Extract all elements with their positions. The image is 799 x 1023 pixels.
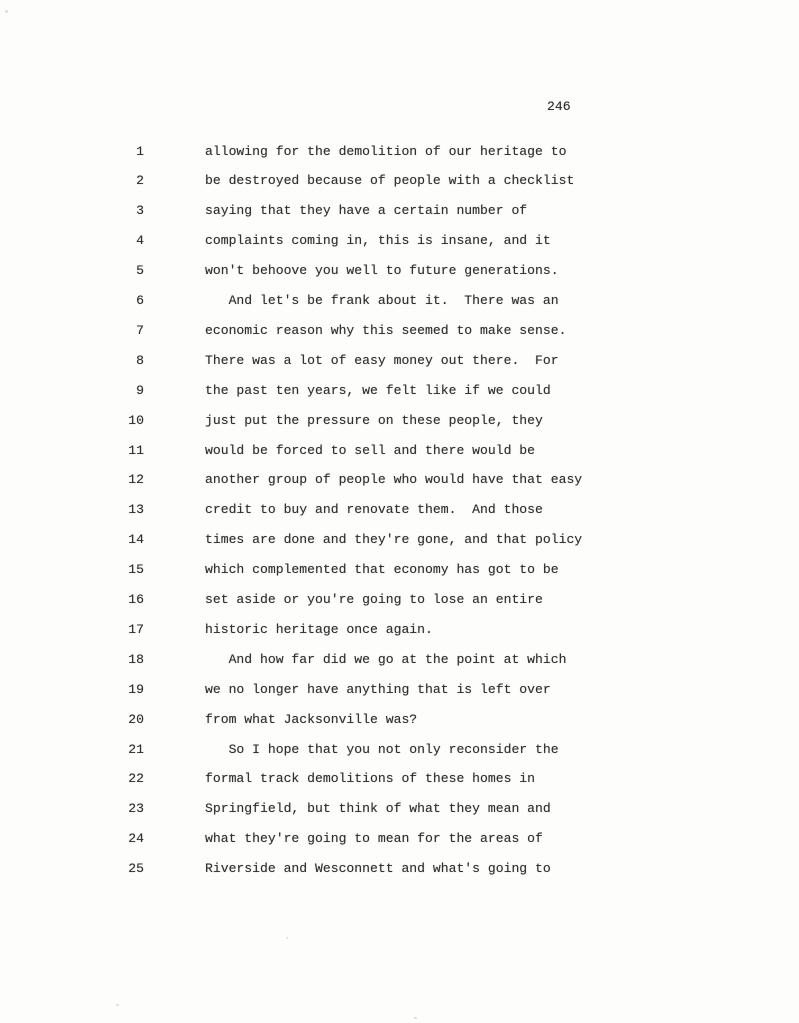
line-text: the past ten years, we felt like if we could [205,382,551,398]
line-text: credit to buy and renovate them. And those [205,502,543,518]
transcript-line [0,742,799,760]
line-number: 3 [136,203,144,219]
transcript-line [0,173,799,191]
line-number: 22 [128,771,144,787]
transcript-line [0,502,799,520]
transcript-line [0,383,799,401]
line-text: allowing for the demolition of our heritage to [205,143,567,159]
line-number: 1 [136,143,144,159]
line-number: 19 [128,681,144,697]
line-number: 24 [128,831,144,847]
line-number: 23 [128,801,144,817]
line-number: 10 [128,412,144,428]
line-text: times are done and they're gone, and that policy [205,532,583,548]
transcript-line [0,233,799,251]
line-text: we no longer have anything that is left over [205,681,551,697]
line-number: 16 [128,592,144,607]
transcript-line [0,771,799,789]
transcript-line [0,293,799,311]
line-text: complaints coming in, this is insane, and it [205,233,551,249]
line-text: economic reason why this seemed to make sense. [205,322,567,338]
line-text: from what Jacksonville was? [205,711,418,727]
line-number: 18 [128,651,144,667]
line-text: Riverside and Wesconnett and what's going to [205,861,551,877]
line-number: 15 [128,562,144,578]
line-text: So I hope that you not only reconsider the [205,741,559,757]
line-number: 9 [136,382,144,398]
line-number: 13 [128,502,144,518]
line-number: 25 [128,861,144,877]
line-number: 17 [128,621,144,637]
line-text: another group of people who would have that easy [205,472,583,488]
transcript-line [0,592,799,610]
line-text: would be forced to sell and there would be [205,442,536,458]
transcript-line [0,263,799,281]
line-text: just put the pressure on these people, they [205,412,543,428]
line-text: And let's be frank about it. There was an [205,293,559,308]
line-text: what they're going to mean for the areas of [205,831,543,847]
scan-speck [5,10,8,13]
transcript-line [0,622,799,640]
transcript-line [0,831,799,849]
transcript-line [0,801,799,819]
line-text: set aside or you're going to lose an entire [205,592,543,607]
line-number: 2 [136,173,144,189]
page-number: 246 [547,99,571,114]
line-text: formal track demolitions of these homes in [205,771,536,787]
line-number: 7 [136,322,144,338]
transcript-line [0,203,799,221]
line-text: saying that they have a certain number of [205,203,528,219]
line-number: 4 [136,233,144,249]
transcript-line [0,682,799,700]
line-number: 12 [128,472,144,488]
line-text: won't behoove you well to future generations. [205,263,559,279]
transcript-line [0,652,799,670]
transcript-line [0,532,799,550]
line-number: 5 [136,263,144,279]
transcript-line [0,353,799,371]
transcript-line [0,443,799,461]
line-text: which complemented that economy has got to be [205,562,559,578]
line-text: There was a lot of easy money out there. For [205,352,559,368]
scan-speck [116,1004,119,1006]
line-number: 8 [136,352,144,368]
transcript-line [0,712,799,730]
transcript-line [0,144,799,162]
line-number: 14 [128,532,144,548]
line-number: 21 [128,741,144,757]
line-number: 6 [136,293,144,308]
line-text: be destroyed because of people with a checklist [205,173,575,189]
scan-speck [414,1017,417,1019]
transcript-line [0,472,799,490]
transcript-line [0,861,799,879]
transcript-line [0,413,799,431]
line-text: And how far did we go at the point at which [205,651,567,667]
line-number: 11 [128,442,144,458]
transcript-line [0,562,799,580]
scan-speck [286,937,288,939]
transcript-line [0,323,799,341]
line-number: 20 [128,711,144,727]
line-text: historic heritage once again. [205,621,433,637]
line-text: Springfield, but think of what they mean and [205,801,551,817]
